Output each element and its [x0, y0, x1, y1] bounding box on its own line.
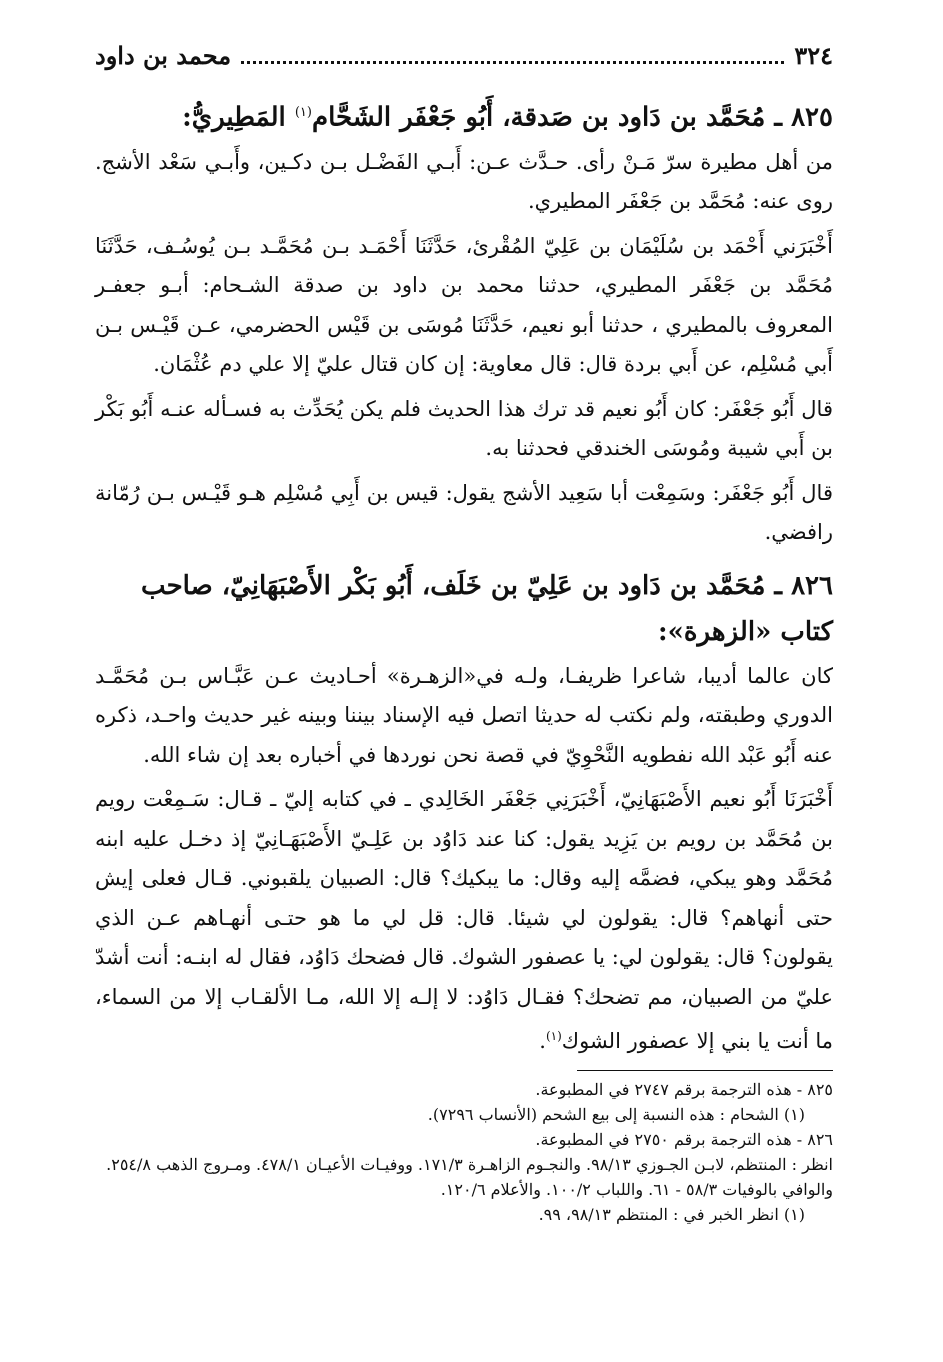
paragraph-end: . [539, 1029, 546, 1054]
footnote: انظر : المنتظم، لابـن الجـوزي ٩٨/١٣. والنجـوم الزاهـرة ١٧١/٣. ووفيـات الأعيـان ٤٧٨/١. ومـروج الذهب ٢٥٤/٨. والوافي بالوفيات ٥٨/٣ - ٦١. واللباب ١٠٠/٢. والأعلام ١٢٠/٦. [106, 1154, 833, 1199]
page-number: ٣٢٤ [794, 41, 833, 70]
footnote-marker: (١) [545, 1029, 562, 1044]
paragraph: أَخْبَرَني أَحْمَد بن سُلَيْمَان بن عَلِيّ المُقْرئ، حَدَّثَنَا أَحْمَـد بـن مُحَمَّـد بـن يُوسُـف، حَدَّثَنَا مُحَمَّد بن جَعْفَر المطيري، حدثنا محمد بن داود بن صدقة الشـحام: أبـو جعفـر المعروف بالمطيري ، حدثنا أبو نعيم، حَدَّثَنَا مُوسَى بن قَيْس الحضرمي، عـن قَيْـس بـن أَبي مُسْلِم، عن أَبي بردة قال: قال معاوية: إن كان قتال عليّ إلا علي دم عُثْمَان. [95, 233, 833, 377]
footnote-divider [577, 1070, 833, 1071]
footnote: (١) انظر الخبر في : المنتظم ٩٨/١٣، ٩٩. [538, 1204, 805, 1224]
entry-heading-tail: المَطِيريُّ: [182, 102, 295, 133]
footnotes [95, 1077, 833, 1227]
running-title: محمد بن داود [95, 41, 232, 70]
running-head [95, 36, 833, 80]
paragraph: كان عالما أديبا، شاعرا ظريفـا، ولـه في«الزهـرة» أحـاديث عـن عَبَّـاس بـن مُحَمَّـد الدوري وطبقته، ولم نكتب له حديثا اتصل فيه الإسناد بيننا وبينه غير حديث واحـد، ذكره عنه أَبُو عَبْد الله نفطويه النَّحْوِيّ في قصة نحن نوردها في أخباره بعد إن شاء الله. [95, 663, 833, 767]
leader-dots [241, 41, 784, 64]
paragraph: قال أَبُو جَعْفَر: كان أَبُو نعيم قد ترك هذا الحديث فلم يكن يُحَدِّث به فسـأله عنـه أَبُو بَكْر بن أَبي شيبة ومُوسَى الخندقي فحدثنا به. [95, 396, 833, 461]
footnote: ٨٢٥ - هذه الترجمة برقم ٢٧٤٧ في المطبوعة. [535, 1079, 833, 1099]
paragraph: من أهل مطيرة سرّ مَـنْ رأى. حـدَّث عـن: أَبـي الفَضْـل بـن دكـين، وأَبـي سَعْد الأشج. روى عنه: مُحَمَّد بن جَعْفَر المطيري. [95, 149, 833, 214]
entry-heading-text: ٨٢٦ ـ مُحَمَّد بن دَاود بن عَلِيّ بن خَلَف، أَبُو بَكْر الأَصْبَهَانِيّ، صاحب كتاب «الزهرة»: [141, 570, 833, 647]
paragraph-text: أَخْبَرَنَا أَبُو نعيم الأَصْبَهَانِيّ، أَخْبَرَنِي جَعْفَر الخَالِدي ـ في كتابه إليّ ـ قـال: سَـمِعْت رويم بن مُحَمَّد بن رويم بن يَزِيد يقول: كنا عند دَاوُد بن عَلِـيّ الأَصْبَهَـانِيّ إذ دخـل عليه ابنه مُحَمَّد وهو يبكي، فضمَّه إليه وقال: ما يبكيك؟ قال: الصبيان يلقبوني. قـال فعلى إيش حتى أنهاهم؟ قال: يقولون لي شيئا. قال: قل لي ما هو حتـى أنهـاهم عـن الذي يقولون؟ قال: يقولون لي: يا عصفور الشوك. قال فضحك دَاوُد، فقال له ابنـه: أنت أشدّ عليّ من الصبيان، مم تضحك؟ فقـال دَاوُد: لا إلـه إلا الله، مـا الألقـاب إلا من السماء، ما أنت يا بني إلا عصفور الشوك [95, 787, 833, 1054]
entry-heading-text: ٨٢٥ ـ مُحَمَّد بن دَاود بن صَدقة، أَبُو جَعْفَر الشَحَّام [311, 102, 833, 133]
footnote-marker: (١) [294, 105, 312, 120]
entry-heading-826 [95, 563, 833, 655]
paragraph [95, 780, 833, 1062]
paragraph: قال أَبُو جَعْفَر: وسَمِعْت أبا سَعِيد الأشج يقول: قيس بن أَبِي مُسْلِم هـو قَيْـس بـن رُمّانة رافضي. [95, 480, 833, 545]
footnote: (١) الشحام : هذه النسبة إلى بيع الشحم (الأنساب ٧٢٩٦). [427, 1104, 805, 1124]
entry-heading-825 [95, 90, 833, 141]
footnote: ٨٢٦ - هذه الترجمة برقم ٢٧٥٠ في المطبوعة. [535, 1129, 833, 1149]
